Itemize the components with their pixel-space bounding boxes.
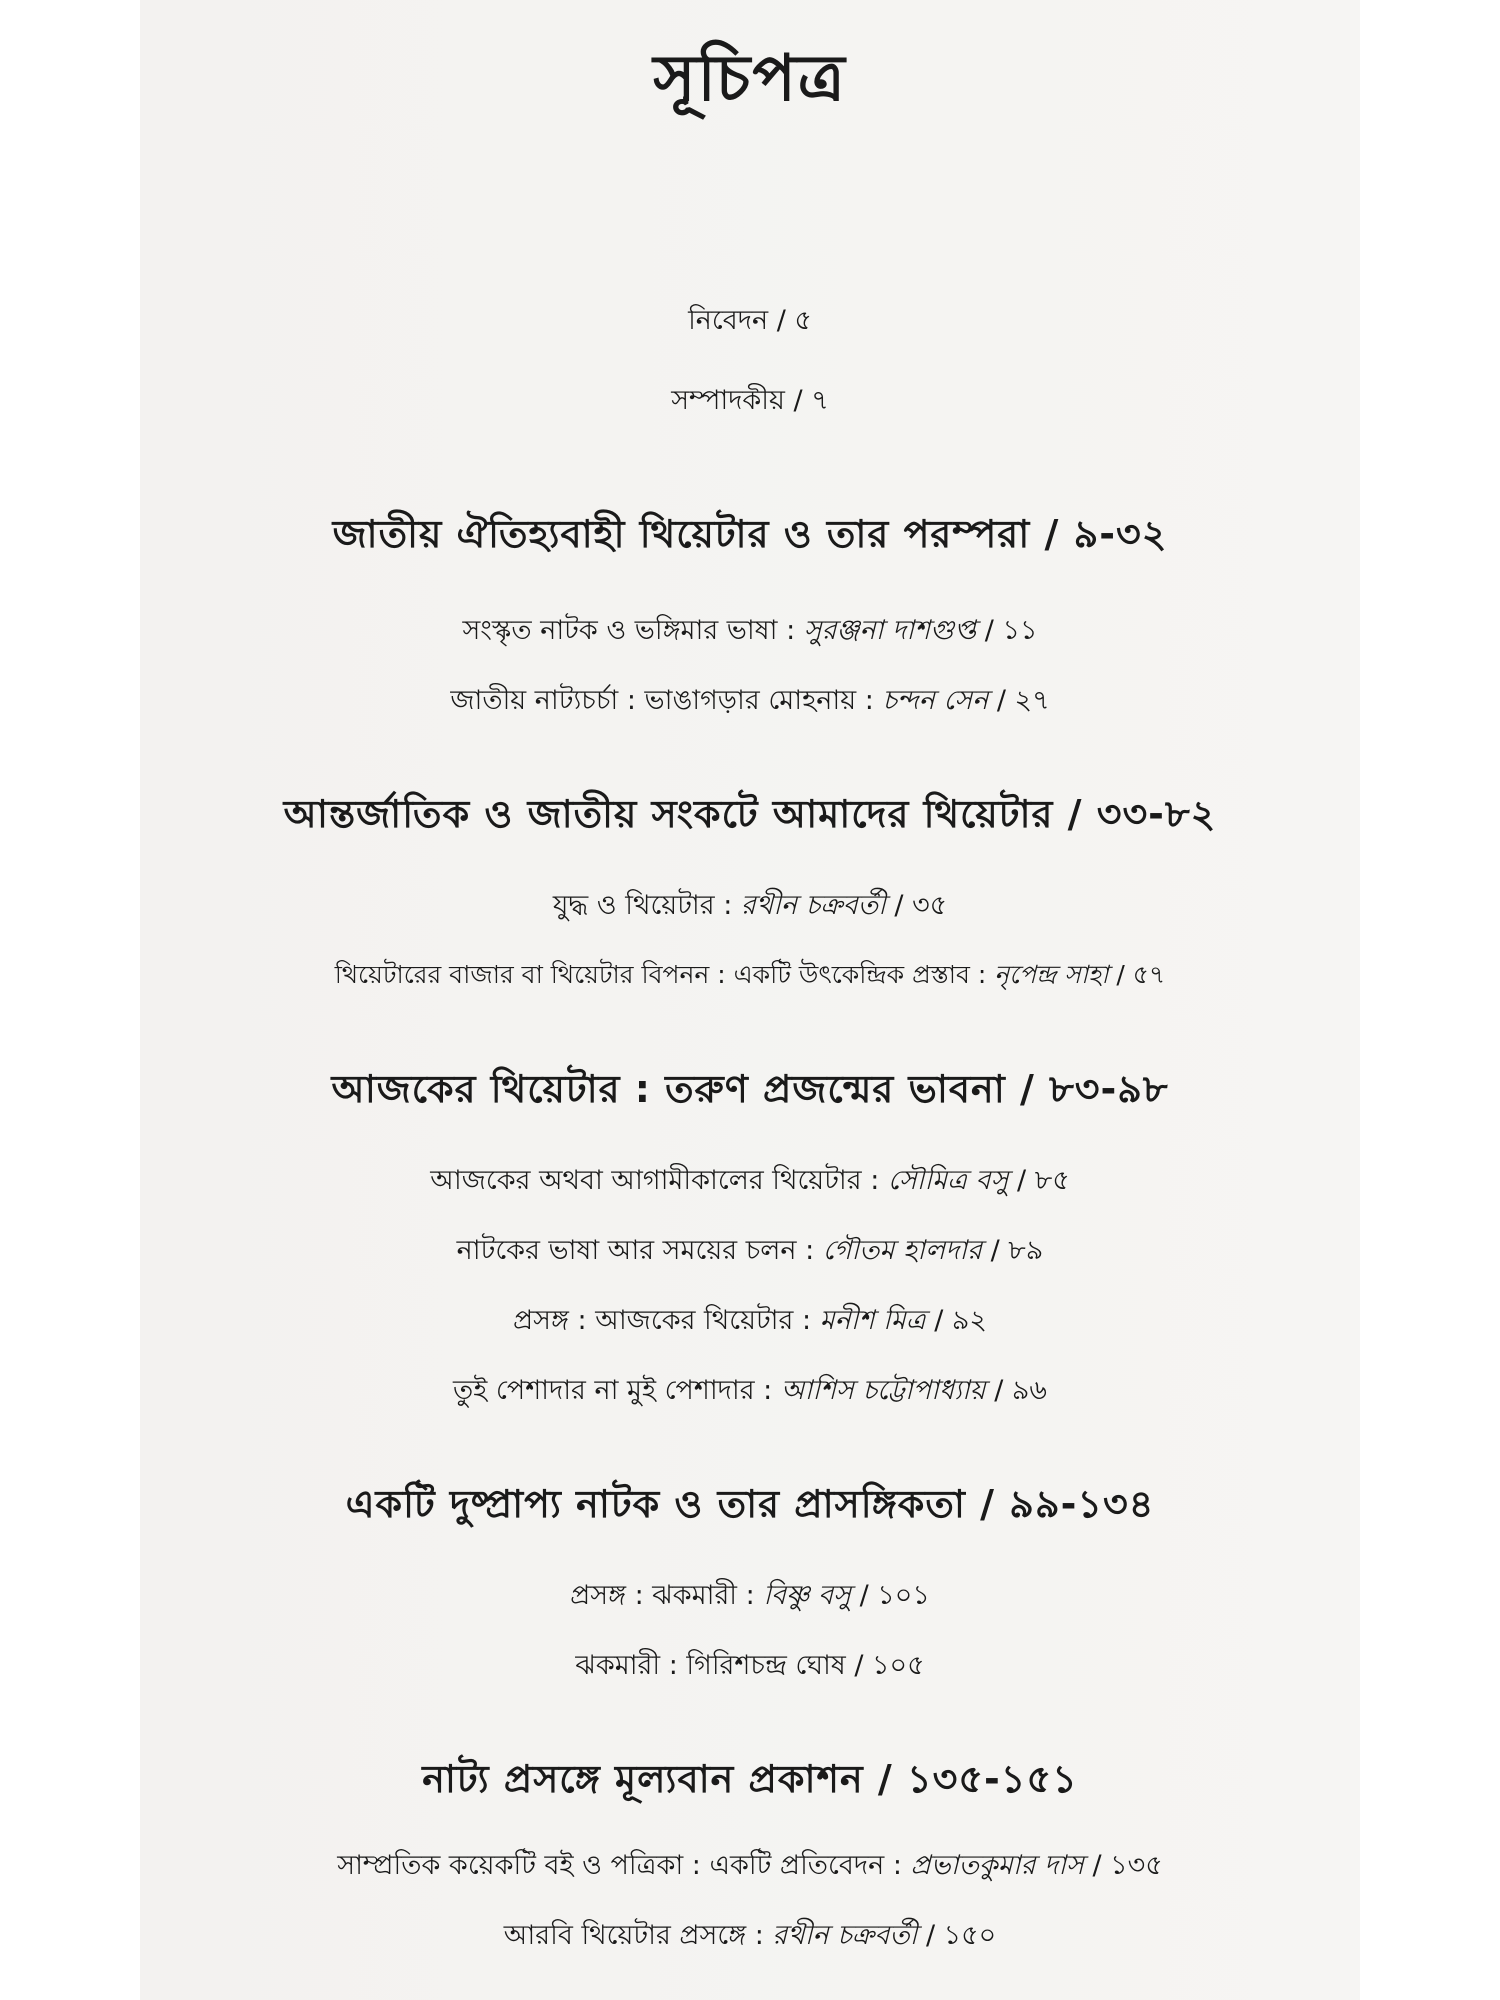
toc-entry: আজকের অথবা আগামীকালের থিয়েটার : সৌমিত্র বসু / ৮৫ <box>430 1165 1070 1196</box>
toc-entry: তুই পেশাদার না মুই পেশাদার : আশিস চট্টোপাধ্যায় / ৯৬ <box>453 1375 1047 1406</box>
section-heading: নাট্য প্রসঙ্গে মূল্যবান প্রকাশন / ১৩৫-১৫১ <box>422 1757 1078 1801</box>
section-pages: ৮৩-৯৮ <box>1049 1067 1169 1111</box>
entry-title: থিয়েটারের বাজার বা থিয়েটার বিপনন : একটি উৎকেন্দ্রিক প্রস্তাব <box>334 960 970 989</box>
entry-title: সাম্প্রতিক কয়েকটি বই ও পত্রিকা : একটি প্রতিবেদন <box>337 1850 885 1881</box>
toc-entry: প্রসঙ্গ : আজকের থিয়েটার : মনীশ মিত্র / ৯২ <box>513 1305 987 1336</box>
entry-page: ১০৫ <box>872 1650 925 1681</box>
entry-title: নাটকের ভাষা আর সময়ের চলন <box>456 1235 797 1266</box>
entry-title: যুদ্ধ ও থিয়েটার <box>552 890 715 921</box>
entry-page: ১০১ <box>877 1580 930 1611</box>
entry-page: ১১ <box>1002 615 1038 646</box>
toc-entry: সাম্প্রতিক কয়েকটি বই ও পত্রিকা : একটি প্রতিবেদন : প্রভাতকুমার দাস / ১৩৫ <box>337 1850 1163 1881</box>
entry-page: ২৭ <box>1014 685 1050 716</box>
entry-page: ৩৫ <box>912 890 948 921</box>
entry-title: ঝকমারী <box>575 1650 661 1681</box>
section-title: একটি দুষ্প্রাপ্য নাটক ও তার প্রাসঙ্গিকতা <box>345 1482 966 1526</box>
entry-title: তুই পেশাদার না মুই পেশাদার <box>453 1375 755 1406</box>
entry-page: ৭ <box>811 385 829 416</box>
section-title: জাতীয় ঐতিহ্যবাহী থিয়েটার ও তার পরম্পরা <box>332 512 1031 556</box>
section-heading: আন্তর্জাতিক ও জাতীয় সংকটে আমাদের থিয়েটার / ৩৩-৮২ <box>283 792 1217 836</box>
entry-author: রথীন চক্রবর্তী <box>772 1920 918 1951</box>
entry-page: ১৫০ <box>943 1920 997 1951</box>
section-pages: ৯-৩২ <box>1073 512 1168 556</box>
toc-entry: প্রসঙ্গ : ঝকমারী : বিষ্ণু বসু / ১০১ <box>570 1580 930 1611</box>
toc-entry: আরবি থিয়েটার প্রসঙ্গে : রথীন চক্রবর্তী / ১৫০ <box>503 1920 997 1951</box>
section-pages: ৯৯-১৩৪ <box>1009 1482 1155 1526</box>
entry-page: ৯৬ <box>1011 1375 1047 1406</box>
entry-author: নৃপেন্দ্র সাহা <box>994 960 1109 989</box>
entry-title: আজকের অথবা আগামীকালের থিয়েটার <box>430 1165 862 1196</box>
toc-entry: থিয়েটারের বাজার বা থিয়েটার বিপনন : একটি উৎকেন্দ্রিক প্রস্তাব : নৃপেন্দ্র সাহা / ৫৭ <box>334 960 1166 989</box>
entry-author: প্রভাতকুমার দাস <box>910 1850 1084 1881</box>
entry-title: সম্পাদকীয় <box>671 385 785 416</box>
entry-page: ৯২ <box>951 1305 987 1336</box>
entry-author: চন্দন সেন <box>882 685 989 716</box>
section-pages: ৩৩-৮২ <box>1096 792 1217 836</box>
entry-author: সৌমিত্র বসু <box>887 1165 1009 1196</box>
toc-entry: জাতীয় নাট্যচর্চা : ভাঙাগড়ার মোহনায় : চন্দন সেন / ২৭ <box>450 685 1050 716</box>
entry-page: ৮৯ <box>1008 1235 1044 1266</box>
entry-title: সংস্কৃত নাটক ও ভঙ্গিমার ভাষা <box>462 615 778 646</box>
entry-title: জাতীয় নাট্যচর্চা : ভাঙাগড়ার মোহনায় <box>450 685 857 716</box>
entry-page: ৫ <box>794 305 812 336</box>
entry-page: ৫৭ <box>1132 960 1166 989</box>
entry-author: গিরিশচন্দ্র ঘোষ <box>686 1650 846 1681</box>
section-heading: আজকের থিয়েটার : তরুণ প্রজন্মের ভাবনা / ৮৩-৯৮ <box>331 1067 1169 1111</box>
entry-title: আরবি থিয়েটার প্রসঙ্গে <box>503 1920 747 1951</box>
section-title: আন্তর্জাতিক ও জাতীয় সংকটে আমাদের থিয়েটার <box>283 792 1054 836</box>
entry-author: আশিস চট্টোপাধ্যায় <box>780 1375 986 1406</box>
entry-title: প্রসঙ্গ : ঝকমারী <box>570 1580 738 1611</box>
section-pages: ১৩৫-১৫১ <box>907 1757 1078 1801</box>
section-title: আজকের থিয়েটার : তরুণ প্রজন্মের ভাবনা <box>331 1067 1006 1111</box>
page-title: সূচিপত্র <box>653 41 847 116</box>
entry-author: রথীন চক্রবর্তী <box>740 890 886 921</box>
entry-author: মনীশ মিত্র <box>819 1305 926 1336</box>
entry-page: ১৩৫ <box>1110 1850 1163 1881</box>
section-title: নাট্য প্রসঙ্গে মূল্যবান প্রকাশন <box>422 1757 864 1801</box>
toc-entry-editorial: সম্পাদকীয় / ৭ <box>671 385 829 416</box>
entry-title: নিবেদন <box>688 305 769 336</box>
section-heading: একটি দুষ্প্রাপ্য নাটক ও তার প্রাসঙ্গিকতা / ৯৯-১৩৪ <box>345 1482 1155 1526</box>
entry-author: গৌতম হালদার <box>822 1235 982 1266</box>
entry-author: বিষ্ণু বসু <box>763 1580 851 1611</box>
toc-entry: সংস্কৃত নাটক ও ভঙ্গিমার ভাষা : সুরঞ্জনা দাশগুপ্ত / ১১ <box>462 615 1038 646</box>
toc-entry-preface: নিবেদন / ৫ <box>688 305 812 336</box>
entry-author: সুরঞ্জনা দাশগুপ্ত <box>803 615 977 646</box>
section-heading: জাতীয় ঐতিহ্যবাহী থিয়েটার ও তার পরম্পরা / ৯-৩২ <box>332 512 1168 556</box>
toc-entry: ঝকমারী : গিরিশচন্দ্র ঘোষ / ১০৫ <box>575 1650 925 1681</box>
toc-entry: যুদ্ধ ও থিয়েটার : রথীন চক্রবর্তী / ৩৫ <box>552 890 948 921</box>
entry-title: প্রসঙ্গ : আজকের থিয়েটার <box>513 1305 794 1336</box>
entry-page: ৮৫ <box>1034 1165 1070 1196</box>
toc-entry: নাটকের ভাষা আর সময়ের চলন : গৌতম হালদার / ৮৯ <box>456 1235 1044 1266</box>
